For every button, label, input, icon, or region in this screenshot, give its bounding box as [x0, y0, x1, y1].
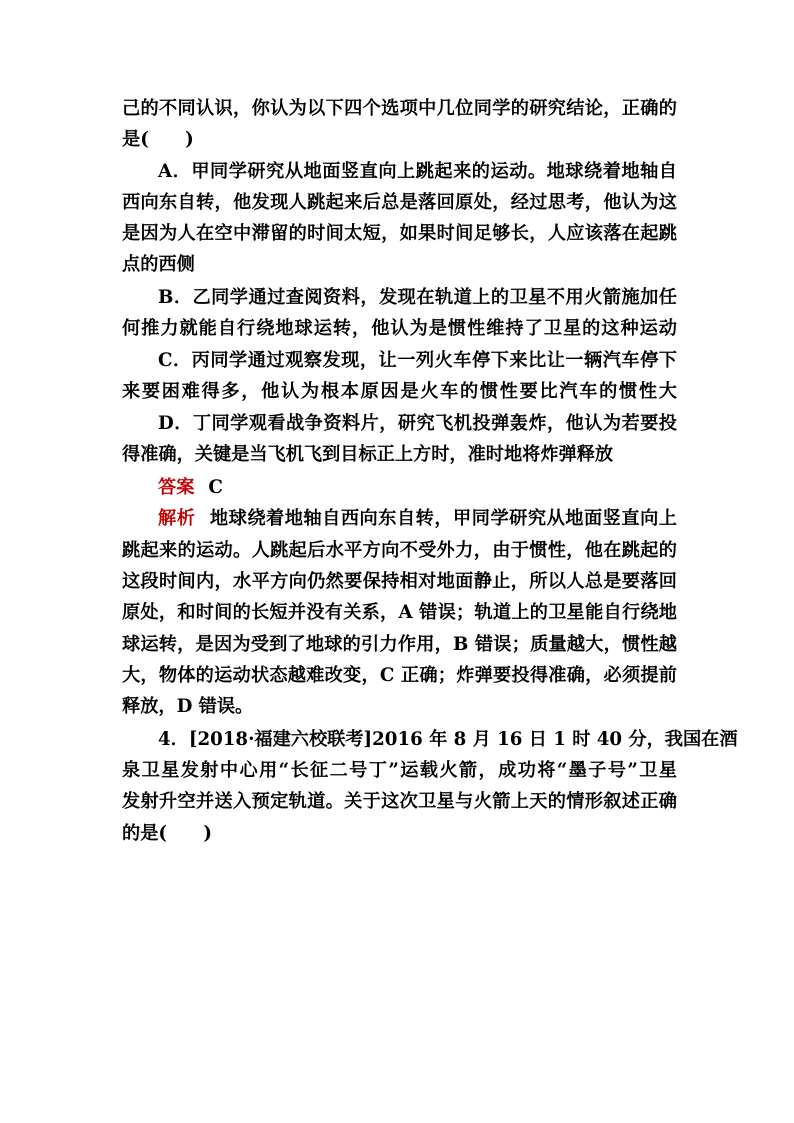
analysis-line-7: 释放，D 错误。	[122, 696, 254, 717]
q3-option-a-line-2: 西向东自转，他发现人跳起来后总是落回原处，经过思考，他认为这	[122, 192, 677, 213]
analysis-line-2: 跳起来的运动。人跳起后水平方向不受外力，由于惯性，他在跳起的	[122, 540, 677, 561]
q3-option-c-line-2: 来要困难得多，他认为根本原因是火车的惯性要比汽车的惯性大	[122, 381, 677, 402]
analysis-line-5: 球运转，是因为受到了地球的引力作用，B 错误；质量越大，惯性越	[122, 634, 677, 655]
q3-option-d-line-1: D．丁同学观看战争资料片，研究飞机投弹轰炸，他认为若要投	[158, 413, 677, 434]
q3-option-a-line-3: 是因为人在空中滞留的时间太短，如果时间足够长，人应该落在起跳	[122, 223, 677, 244]
q3-option-d-line-2: 得准确，关键是当飞机飞到目标正上方时，准时地将炸弹释放	[122, 444, 614, 465]
q3-option-c-line-1: C．丙同学通过观察发现，让一列火车停下来比让一辆汽车停下	[158, 350, 677, 371]
q4-stem-line-1: 4．[2018·福建六校联考]2016 年 8 月 16 日 1 时 40 分，我国在酒	[158, 729, 738, 750]
q3-option-b-line-2: 何推力就能自行绕地球运转，他认为是惯性维持了卫星的这种运动	[122, 318, 677, 339]
analysis-line-1	[158, 503, 677, 535]
analysis-line-3: 这段时间内，水平方向仍然要保持相对地面静止，所以人总是要落回	[122, 571, 677, 592]
analysis-line-6: 大，物体的运动状态越难改变，C 正确；炸弹要投得准确，必须提前	[122, 665, 677, 686]
q4-stem-line-4: 的是( )	[122, 823, 212, 844]
q3-option-a-line-1: A．甲同学研究从地面竖直向上跳起来的运动。地球绕着地轴自	[158, 161, 677, 182]
q3-stem-line-2: 是( )	[122, 129, 194, 150]
q3-stem-line-1: 己的不同认识，你认为以下四个选项中几位同学的研究结论，正确的	[122, 98, 677, 119]
answer-value: C	[208, 477, 223, 498]
answer-line	[158, 472, 677, 504]
answer-label: 答案	[158, 477, 195, 498]
analysis-first-line-text: 地球绕着地轴自西向东自转，甲同学研究从地面竖直向上	[209, 508, 677, 529]
q4-stem-line-2: 泉卫星发射中心用“长征二号丁”运载火箭，成功将“墨子号”卫星	[122, 760, 677, 781]
q3-option-b-line-1: B．乙同学通过查阅资料，发现在轨道上的卫星不用火箭施加任	[158, 287, 677, 308]
analysis-line-4: 原处，和时间的长短并没有关系，A 错误；轨道上的卫星能自行绕地	[122, 602, 677, 623]
q3-option-a-line-4: 点的西侧	[122, 254, 195, 275]
q4-stem-line-3: 发射升空并送入预定轨道。关于这次卫星与火箭上天的情形叙述正确	[122, 791, 677, 812]
analysis-label: 解析	[158, 508, 196, 529]
